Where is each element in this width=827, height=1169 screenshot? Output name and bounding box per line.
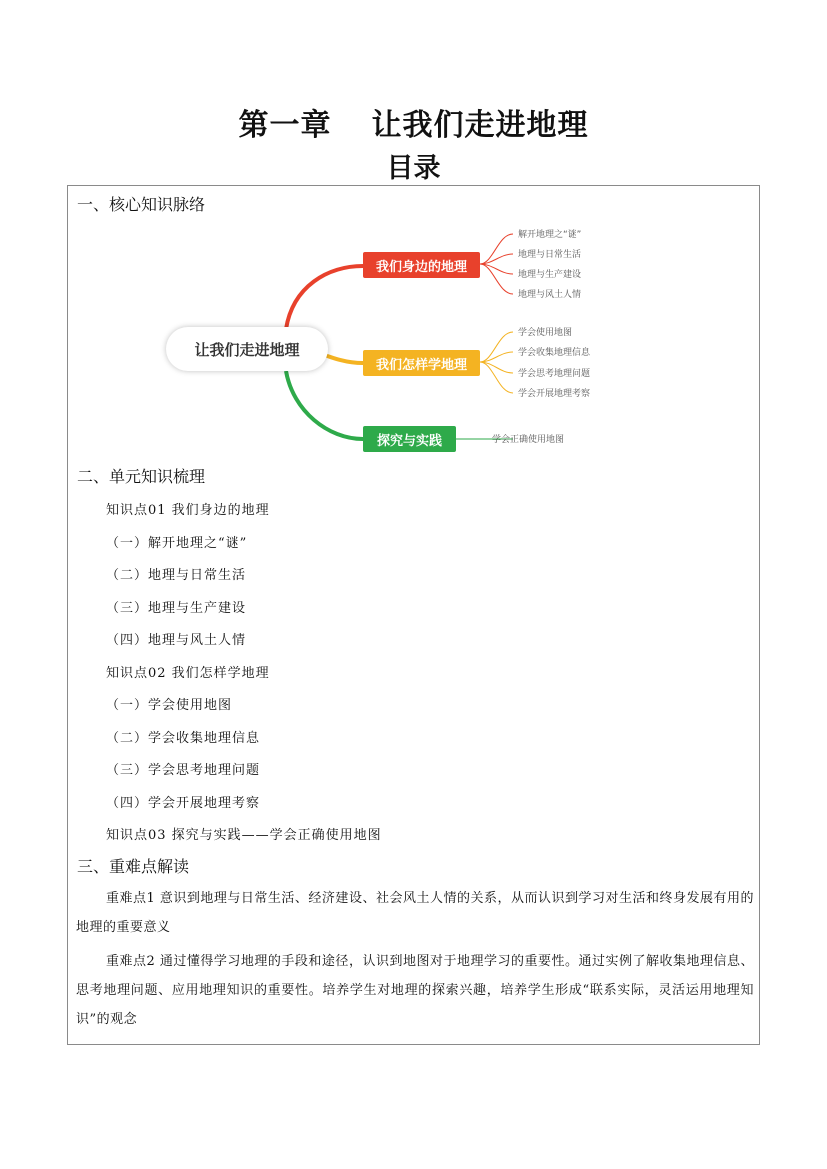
branch-node-3: 探究与实践 <box>363 426 456 452</box>
leaf-1-3: 地理与生产建设 <box>518 270 582 280</box>
leaf-lines-2 <box>480 332 513 393</box>
k1-item-4: （四）地理与风土人情 <box>106 633 247 648</box>
k2-item-4: （四）学会开展地理考察 <box>106 796 261 811</box>
toc-heading: 目录 <box>386 153 441 184</box>
chapter-title: 让我们走进地理 <box>371 108 589 143</box>
mind-map-root: 让我们走进地理 <box>166 327 328 371</box>
leaf-1-4: 地理与风土人情 <box>518 290 582 300</box>
knowledge-point-1: 知识点01 我们身边的地理 <box>106 503 270 518</box>
section-2-heading: 二、单元知识梳理 <box>77 467 206 486</box>
k1-item-1: （一）解开地理之“谜” <box>106 536 248 551</box>
leaf-1-2: 地理与日常生活 <box>518 250 582 260</box>
section-1-heading: 一、核心知识脉络 <box>77 195 206 214</box>
leaf-2-4: 学会开展地理考察 <box>518 389 591 399</box>
connector-branch-1 <box>286 266 363 329</box>
leaf-3-1: 学会正确使用地图 <box>492 435 565 445</box>
k1-item-2: （二）地理与日常生活 <box>106 568 247 583</box>
branch-node-2: 我们怎样学地理 <box>363 350 480 376</box>
key-point-2: 重难点2 通过懂得学习地理的手段和途径，认识到地图对于地理学习的重要性。通过实例了解收集地理信息、思考地理问题、应用地理知识的重要性。培养学生对地理的探索兴趣，培养学生形成“联系实际，灵活运用地理知识”的观念 <box>76 954 754 1027</box>
knowledge-point-3: 知识点03 探究与实践——学会正确使用地图 <box>106 828 382 843</box>
leaf-2-2: 学会收集地理信息 <box>518 348 591 358</box>
page-title <box>0 100 827 144</box>
k2-item-2: （二）学会收集地理信息 <box>106 731 261 746</box>
k2-item-1: （一）学会使用地图 <box>106 698 233 713</box>
leaf-2-1: 学会使用地图 <box>518 328 573 338</box>
content-box <box>67 185 760 1045</box>
leaf-1-1: 解开地理之“谜” <box>518 230 582 240</box>
connector-branch-3 <box>286 371 363 439</box>
k2-item-3: （三）学会思考地理问题 <box>106 763 261 778</box>
mind-map <box>68 186 761 466</box>
key-point-1: 重难点1 意识到地理与日常生活、经济建设、社会风土人情的关系，从而认识到学习对生活和终身发展有用的地理的重要意义 <box>76 891 754 935</box>
leaf-2-3: 学会思考地理问题 <box>518 369 591 379</box>
knowledge-point-2: 知识点02 我们怎样学地理 <box>106 666 270 681</box>
mind-map-connectors <box>68 186 761 466</box>
leaf-lines-1 <box>480 234 513 294</box>
chapter-number: 第一章 <box>238 108 332 143</box>
k1-item-3: （三）地理与生产建设 <box>106 601 247 616</box>
section-3-heading: 三、重难点解读 <box>77 857 190 876</box>
branch-node-1: 我们身边的地理 <box>363 252 480 278</box>
